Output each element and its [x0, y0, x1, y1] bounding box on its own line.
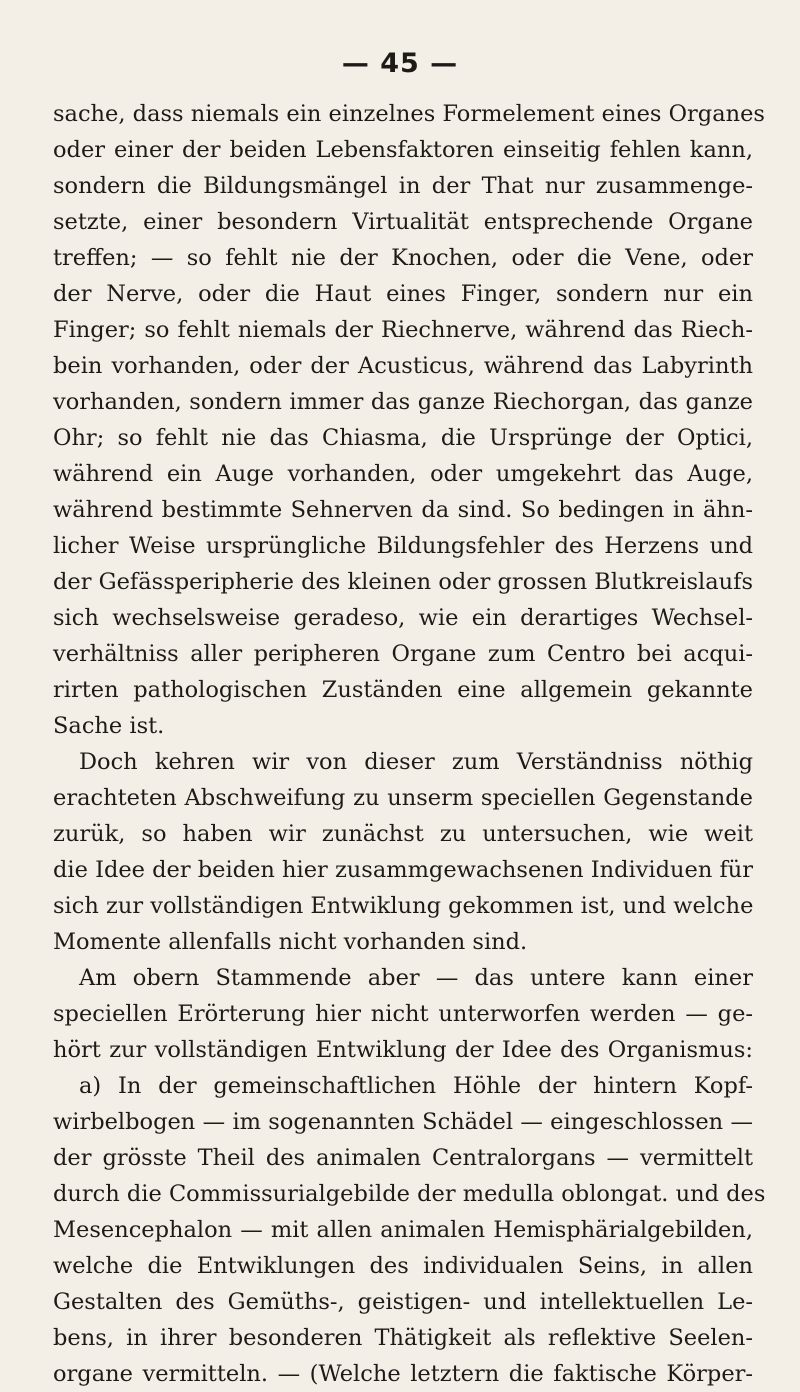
text-line: der Gefässperipherie des kleinen oder grossen Blutkreislaufs	[53, 569, 753, 595]
text-line: oder einer der beiden Lebensfaktoren einseitig fehlen kann,	[53, 137, 753, 163]
text-line: Sache ist.	[53, 713, 165, 739]
text-line: durch die Commissurialgebilde der medulla oblongat. und des	[53, 1181, 766, 1207]
text-line: die Idee der beiden hier zusammgewachsenen Individuen für	[53, 857, 754, 883]
text-line: sich zur vollständigen Entwiklung gekommen ist, und welche	[53, 893, 754, 919]
text-line: Finger; so fehlt niemals der Riechnerve, während das Riech-	[53, 317, 753, 343]
text-line: der grösste Theil des animalen Centralorgans — vermittelt	[53, 1145, 753, 1171]
text-line: sich wechselsweise geradeso, wie ein derartiges Wechsel-	[53, 605, 753, 631]
text-line: Mesencephalon — mit allen animalen Hemisphärialgebilden,	[53, 1217, 753, 1243]
text-line: sondern die Bildungsmängel in der That nur zusammenge-	[53, 173, 753, 199]
text-line: verhältniss aller peripheren Organe zum Centro bei acqui-	[53, 641, 753, 667]
text-line: welche die Entwiklungen des individualen Seins, in allen	[53, 1253, 753, 1279]
text-line: setzte, einer besondern Virtualität entsprechende Organe	[53, 209, 753, 235]
text-line: der Nerve, oder die Haut eines Finger, sondern nur ein	[53, 281, 753, 307]
text-line: Ohr; so fehlt nie das Chiasma, die Ursprünge der Optici,	[53, 425, 753, 451]
text-line: bein vorhanden, oder der Acusticus, während das Labyrinth	[53, 353, 753, 379]
text-line: Am obern Stammende aber — das untere kann einer	[79, 965, 753, 991]
text-line: erachteten Abschweifung zu unserm speciellen Gegenstande	[53, 785, 753, 811]
text-line: wirbelbogen — im sogenannten Schädel — eingeschlossen —	[53, 1109, 753, 1135]
text-line: sache, dass niemals ein einzelnes Formelement eines Organes	[53, 101, 765, 127]
text-line: vorhanden, sondern immer das ganze Riechorgan, das ganze	[53, 389, 753, 415]
text-line: hört zur vollständigen Entwiklung der Idee des Organismus:	[53, 1037, 753, 1063]
text-line: speciellen Erörterung hier nicht unterworfen werden — ge-	[53, 1001, 753, 1027]
text-line: organe vermitteln. — (Welche letztern die faktische Körper-	[53, 1361, 753, 1387]
text-line: rirten pathologischen Zuständen eine allgemein gekannte	[53, 677, 753, 703]
text-line: Doch kehren wir von dieser zum Verständniss nöthig	[79, 749, 753, 775]
text-line: treffen; — so fehlt nie der Knochen, oder die Vene, oder	[53, 245, 753, 271]
text-line: während bestimmte Sehnerven da sind. So bedingen in ähn-	[53, 497, 753, 523]
page-number: — 45 —	[341, 48, 459, 79]
text-line: während ein Auge vorhanden, oder umgekehrt das Auge,	[53, 461, 753, 487]
body-text	[53, 96, 766, 1392]
text-line: a) In der gemeinschaftlichen Höhle der hintern Kopf-	[79, 1073, 753, 1099]
text-line: bens, in ihrer besonderen Thätigkeit als reflektive Seelen-	[53, 1325, 753, 1351]
text-line: licher Weise ursprüngliche Bildungsfehler des Herzens und	[53, 533, 753, 559]
text-line: Momente allenfalls nicht vorhanden sind.	[53, 929, 528, 955]
text-line: zurük, so haben wir zunächst zu untersuchen, wie weit	[53, 821, 753, 847]
text-line: Gestalten des Gemüths-, geistigen- und intellektuellen Le-	[53, 1289, 753, 1315]
